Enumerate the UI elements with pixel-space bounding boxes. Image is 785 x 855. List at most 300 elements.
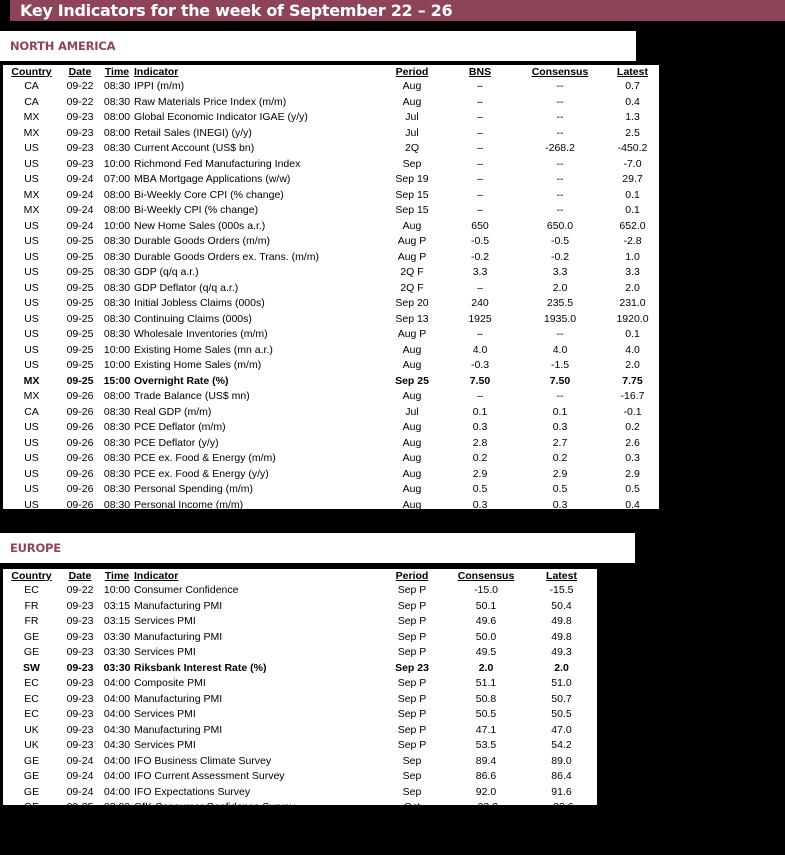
cell-consensus: 2.0	[478, 661, 494, 674]
cell-country: US	[24, 483, 39, 495]
cell-latest: 86.4	[551, 770, 572, 782]
table-row	[3, 769, 597, 785]
cell-time: 03:00	[103, 816, 131, 829]
north-america-table-panel	[3, 65, 659, 526]
cell-latest: 89.0	[551, 754, 572, 767]
cell-time: 08:30	[103, 452, 131, 464]
cell-latest: -15.5	[549, 584, 574, 596]
cell-latest: 2.5	[625, 126, 640, 139]
cell-period: Sep P	[397, 723, 427, 736]
cell-date: 09-23	[66, 692, 94, 705]
cell-indicator: PCE ex. Food & Energy (y/y)	[134, 467, 269, 480]
cell-country: FR	[24, 615, 39, 627]
cell-latest: 49.3	[551, 646, 572, 658]
cell-indicator: Existing Home Sales (m/m)	[134, 359, 262, 371]
cell-consensus: --	[556, 111, 564, 123]
table-row	[3, 374, 659, 390]
cell-time: 08:30	[103, 281, 131, 294]
table-row	[3, 296, 659, 312]
cell-bns: -0.5	[470, 235, 490, 247]
cell-indicator: Consumer Confidence	[134, 584, 239, 596]
cell-country: MX	[23, 390, 40, 402]
cell-indicator: Personal Income (m/m)	[134, 498, 244, 511]
cell-consensus: 53.5	[475, 739, 497, 751]
cell-country: US	[24, 467, 39, 480]
col-header-period: Period	[395, 66, 429, 78]
cell-bns: –	[477, 95, 483, 108]
table-row	[3, 754, 597, 770]
cell-consensus: 2.0	[552, 281, 568, 294]
cell-bns: -0.2	[470, 250, 490, 263]
cell-date: 09-26	[66, 816, 94, 829]
cell-country: US	[24, 281, 39, 294]
table-row	[3, 451, 659, 467]
cell-period: Sep 15	[395, 204, 429, 216]
cell-consensus: 47.1	[475, 723, 497, 736]
cell-date: 09-25	[66, 312, 94, 325]
cell-time: 10:00	[103, 343, 131, 356]
cell-bns: 0.2	[472, 452, 488, 464]
cell-period: Sep P	[397, 677, 427, 689]
cell-date: 09-25	[66, 374, 94, 387]
cell-country: MX	[23, 374, 40, 387]
cell-indicator: Riksbank Interest Rate (%)	[134, 661, 267, 674]
cell-country: GE	[23, 785, 40, 798]
table-row	[3, 389, 659, 405]
cell-consensus: --	[556, 188, 564, 201]
col-header-time: Time	[104, 570, 130, 582]
cell-period: Aug	[402, 452, 422, 464]
cell-period: 2Q	[404, 142, 419, 154]
cell-consensus: 0.2	[552, 452, 568, 464]
cell-date: 09-25	[66, 235, 94, 247]
north-america-heading: NORTH AMERICA	[10, 39, 116, 53]
cell-latest: 1.0	[625, 250, 640, 263]
cell-period: Sep 20	[395, 297, 429, 309]
table-row	[3, 203, 659, 219]
cell-period: Sep	[402, 770, 422, 782]
cell-date: 09-25	[66, 266, 94, 278]
europe-table	[3, 569, 597, 831]
cell-date: 09-25	[66, 328, 94, 340]
cell-period: Jul	[405, 405, 419, 418]
cell-indicator: PCE Deflator (y/y)	[134, 436, 219, 449]
cell-consensus: 3.3	[552, 266, 568, 278]
cell-latest: -2.8	[623, 235, 642, 247]
col-header-date: Date	[68, 66, 92, 78]
cell-date: 09-25	[66, 359, 94, 371]
cell-consensus: 50.0	[475, 630, 497, 643]
cell-time: 08:00	[103, 188, 131, 201]
cell-latest: 1.3	[625, 111, 640, 123]
cell-period: Sep P	[397, 630, 427, 643]
cell-period: 2Q F	[400, 266, 424, 278]
table-row	[3, 800, 597, 816]
cell-indicator: GfK Consumer Confidence Survey	[134, 801, 296, 813]
cell-indicator: Manufacturing PMI	[134, 692, 223, 705]
cell-bns: 240	[471, 297, 489, 309]
table-row	[3, 420, 659, 436]
cell-consensus: 0.1	[552, 405, 568, 418]
cell-consensus: 1935.0	[543, 312, 577, 325]
cell-bns: 4.0	[472, 343, 488, 356]
cell-time: 08:30	[103, 250, 131, 263]
cell-consensus: 4.0	[552, 343, 568, 356]
cell-latest: 0.3	[625, 452, 640, 464]
cell-latest: 2.0	[625, 281, 640, 294]
cell-bns: –	[477, 204, 483, 216]
cell-period: Aug	[402, 80, 422, 92]
cell-consensus: 235.5	[546, 297, 574, 309]
cell-latest: 7.75	[622, 374, 643, 387]
cell-time: 10:00	[103, 584, 131, 596]
cell-period: Aug	[402, 219, 422, 232]
cell-bns: –	[477, 188, 483, 201]
cell-indicator: GDP (q/q a.r.)	[134, 266, 199, 278]
cell-time: 02:00	[103, 801, 131, 813]
cell-country: MX	[23, 188, 40, 201]
cell-bns: –	[477, 142, 483, 154]
cell-period: Oct	[403, 801, 421, 813]
cell-consensus: 2.7	[552, 436, 568, 449]
table-row	[3, 614, 597, 630]
col-header-latest: Latest	[617, 66, 648, 78]
cell-indicator: Global Economic Indicator IGAE (y/y)	[134, 111, 308, 123]
cell-date: 09-23	[66, 111, 94, 123]
cell-time: 03:30	[103, 646, 131, 658]
table-row	[3, 327, 659, 343]
cell-latest: 29.7	[622, 173, 643, 185]
cell-time: 04:30	[103, 723, 131, 736]
cell-consensus: --	[556, 204, 564, 216]
cell-latest: 50.5	[551, 708, 572, 720]
cell-period: Sep P	[397, 692, 427, 705]
cell-period: Sep P	[397, 739, 427, 751]
table-row	[3, 599, 597, 615]
cell-indicator: Services PMI	[134, 646, 196, 658]
cell-period: Aug	[402, 359, 422, 371]
cell-date: 09-25	[66, 801, 94, 813]
cell-country: US	[24, 514, 39, 526]
cell-time: 03:30	[103, 661, 131, 674]
cell-time: 10:00	[103, 157, 131, 170]
table-row	[3, 645, 597, 661]
cell-time: 04:00	[103, 785, 131, 798]
cell-period: Sep F	[397, 514, 426, 526]
cell-period: Sep P	[397, 584, 427, 596]
cell-indicator: Services PMI	[134, 708, 196, 720]
cell-country: UK	[24, 723, 39, 736]
cell-country: SW	[23, 661, 40, 674]
table-row	[3, 785, 597, 801]
cell-bns: –	[477, 80, 483, 92]
cell-time: 10:00	[103, 359, 131, 371]
cell-consensus: --	[556, 173, 564, 185]
cell-indicator: Personal Spending (m/m)	[134, 483, 254, 495]
cell-date: 09-26	[66, 421, 94, 433]
cell-time: 08:00	[103, 390, 131, 402]
cell-consensus: 50.5	[475, 708, 497, 720]
cell-time: 08:30	[103, 235, 131, 247]
cell-time: 04:30	[103, 739, 131, 751]
cell-latest: 652.0	[619, 219, 646, 232]
cell-time: 04:00	[103, 692, 131, 705]
col-header-date: Date	[68, 570, 92, 582]
cell-bns: –	[477, 514, 483, 526]
cell-bns: –	[477, 173, 483, 185]
cell-latest: -16.7	[620, 390, 645, 402]
cell-indicator: Wholesale Inventories (m/m)	[134, 328, 268, 340]
cell-time: 10:00	[103, 514, 131, 526]
cell-time: 08:30	[103, 328, 131, 340]
cell-consensus: 2.9	[552, 467, 568, 480]
cell-latest: 0.1	[625, 328, 640, 340]
table-row	[3, 816, 597, 832]
cell-consensus: 92.0	[475, 785, 497, 798]
cell-time: 08:30	[103, 467, 131, 480]
cell-country: CA	[24, 80, 39, 92]
table-row	[3, 630, 597, 646]
cell-country: GE	[23, 770, 40, 782]
cell-latest: 4.0	[625, 343, 640, 356]
col-header-time: Time	[104, 66, 130, 78]
cell-date: 09-23	[66, 646, 94, 658]
cell-consensus: 50.8	[475, 692, 497, 705]
cell-date: 09-22	[66, 95, 94, 108]
cell-country: GE	[23, 801, 40, 813]
cell-latest: 51.0	[551, 677, 572, 689]
cell-indicator: Bi-Weekly Core CPI (% change)	[134, 188, 284, 201]
cell-indicator: PCE ex. Food & Energy (m/m)	[134, 452, 276, 464]
cell-consensus: --	[556, 80, 564, 92]
cell-latest: 49.8	[551, 615, 572, 627]
cell-consensus: 49.6	[475, 615, 497, 627]
cell-date: 09-25	[66, 281, 94, 294]
cell-period: Sep P	[397, 646, 427, 658]
table-row	[3, 498, 659, 514]
cell-period: Sep P	[397, 615, 427, 627]
cell-indicator: Durable Goods Orders (m/m)	[134, 235, 270, 247]
table-row	[3, 79, 659, 95]
cell-indicator: Manufacturing PMI	[134, 723, 223, 736]
cell-country: MX	[23, 111, 40, 123]
cell-indicator: Durable Goods Orders ex. Trans. (m/m)	[134, 250, 319, 263]
cell-country: US	[24, 297, 39, 309]
col-header-latest: Latest	[546, 570, 577, 582]
table-header-row	[3, 569, 597, 583]
cell-period: 2Q F	[400, 816, 424, 829]
cell-latest: 2.6	[625, 436, 640, 449]
cell-period: Sep	[402, 157, 422, 170]
table-row	[3, 583, 597, 599]
cell-date: 09-23	[66, 661, 94, 674]
table-row	[3, 95, 659, 111]
cell-date: 09-23	[66, 677, 94, 689]
cell-country: MX	[23, 126, 40, 139]
cell-latest: -23.6	[549, 801, 574, 813]
cell-consensus: 51.1	[475, 677, 497, 689]
cell-country: US	[24, 250, 39, 263]
cell-consensus: 650.0	[546, 219, 574, 232]
page-title-bar	[10, 0, 785, 21]
table-row	[3, 343, 659, 359]
cell-time: 08:30	[103, 142, 131, 154]
table-row	[3, 110, 659, 126]
cell-date: 09-23	[66, 126, 94, 139]
cell-bns: 3.3	[472, 266, 488, 278]
cell-latest: 0.1	[625, 188, 640, 201]
table-row	[3, 141, 659, 157]
table-row	[3, 692, 597, 708]
cell-country: US	[24, 266, 39, 278]
cell-indicator: Current Account (US$ bn)	[134, 142, 255, 154]
cell-consensus: 89.4	[475, 754, 497, 767]
table-row	[3, 281, 659, 297]
cell-country: GE	[23, 754, 40, 767]
col-header-indicator: Indicator	[134, 66, 179, 78]
cell-indicator: Richmond Fed Manufacturing Index	[134, 157, 301, 170]
cell-time: 08:30	[103, 436, 131, 449]
cell-latest: 0.7	[554, 816, 569, 829]
cell-bns: –	[477, 126, 483, 139]
cell-bns: 0.5	[472, 483, 488, 495]
cell-period: Aug P	[397, 250, 427, 263]
north-america-table	[3, 65, 659, 529]
cell-time: 03:30	[103, 630, 131, 643]
cell-indicator: Raw Materials Price Index (m/m)	[134, 95, 287, 108]
cell-latest: 54.2	[551, 739, 572, 751]
cell-time: 04:00	[103, 677, 131, 689]
page-title: Key Indicators for the week of September 22 – 26	[20, 1, 453, 20]
cell-date: 09-26	[66, 498, 94, 511]
table-row	[3, 234, 659, 250]
col-header-country: Country	[11, 570, 52, 582]
cell-bns: 1925	[468, 312, 492, 325]
cell-latest: 47.0	[551, 723, 572, 736]
table-row	[3, 723, 597, 739]
table-row	[3, 219, 659, 235]
table-row	[3, 707, 597, 723]
cell-period: Aug	[402, 498, 422, 511]
cell-period: Aug	[402, 95, 422, 108]
cell-time: 07:00	[103, 173, 131, 185]
cell-date: 09-23	[66, 157, 94, 170]
cell-date: 09-24	[66, 754, 94, 767]
col-header-bns: BNS	[468, 66, 492, 78]
cell-country: UK	[24, 739, 39, 751]
cell-indicator: Manufacturing PMI	[134, 599, 223, 612]
cell-indicator: IFO Expectations Survey	[134, 785, 251, 798]
cell-country: SP	[24, 816, 39, 829]
cell-indicator: Overnight Rate (%)	[134, 374, 229, 387]
cell-date: 09-24	[66, 204, 94, 216]
cell-indicator: Real GDP (m/m)	[134, 405, 212, 418]
cell-latest: -450.2	[617, 142, 648, 154]
table-row	[3, 676, 597, 692]
cell-period: Aug	[402, 483, 422, 495]
cell-period: Aug P	[397, 235, 427, 247]
cell-bns: 0.3	[472, 498, 488, 511]
cell-date: 09-26	[66, 483, 94, 495]
cell-date: 09-23	[66, 708, 94, 720]
cell-country: MX	[23, 204, 40, 216]
cell-latest: 3.3	[625, 266, 640, 278]
cell-latest: 55.4	[622, 514, 643, 526]
cell-date: 09-26	[66, 436, 94, 449]
cell-latest: 1920.0	[616, 312, 649, 325]
cell-consensus: 0.5	[552, 483, 568, 495]
cell-date: 09-23	[66, 630, 94, 643]
cell-period: Aug	[402, 421, 422, 433]
cell-bns: –	[477, 111, 483, 123]
cell-period: Sep 13	[395, 312, 429, 325]
cell-time: 08:30	[103, 483, 131, 495]
cell-date: 09-22	[66, 80, 94, 92]
cell-date: 09-26	[66, 405, 94, 418]
cell-latest: 0.4	[625, 498, 640, 511]
cell-date: 09-23	[66, 739, 94, 751]
cell-consensus: -1.5	[550, 359, 570, 371]
cell-consensus: 86.6	[475, 770, 497, 782]
cell-time: 08:30	[103, 297, 131, 309]
cell-bns: –	[477, 157, 483, 170]
cell-country: CA	[24, 405, 39, 418]
table-row	[3, 661, 597, 677]
cell-indicator: IFO Business Climate Survey	[134, 754, 272, 767]
cell-country: EC	[24, 692, 39, 705]
cell-date: 09-23	[66, 615, 94, 627]
cell-bns: –	[477, 390, 483, 402]
cell-period: Aug	[402, 467, 422, 480]
cell-country: GE	[23, 630, 40, 643]
cell-indicator: U. of Michigan Consumer Sentiment	[134, 514, 303, 526]
cell-latest: 50.7	[551, 692, 572, 705]
cell-consensus: --	[556, 328, 564, 340]
cell-latest: -7.0	[623, 157, 642, 170]
cell-consensus: -0.2	[550, 250, 570, 263]
cell-latest: 50.4	[551, 599, 572, 612]
col-header-consensus: Consensus	[457, 570, 515, 582]
cell-period: Aug	[402, 436, 422, 449]
cell-time: 08:30	[103, 312, 131, 325]
cell-indicator: IPPI (m/m)	[134, 80, 185, 92]
europe-heading-box	[0, 533, 635, 563]
cell-period: Sep 19	[395, 173, 429, 185]
cell-latest: 49.8	[551, 630, 572, 643]
cell-country: GE	[23, 646, 40, 658]
cell-time: 08:00	[103, 204, 131, 216]
cell-country: US	[24, 157, 39, 170]
cell-latest: 0.4	[625, 95, 640, 108]
cell-indicator: IFO Current Assessment Survey	[134, 770, 285, 782]
cell-country: US	[24, 359, 39, 371]
cell-consensus: -23.2	[474, 801, 498, 813]
cell-time: 08:00	[103, 111, 131, 123]
cell-indicator: Trade Balance (US$ mn)	[134, 390, 250, 402]
cell-indicator: Services PMI	[134, 615, 196, 627]
cell-period: Sep	[402, 785, 422, 798]
cell-consensus: --	[556, 157, 564, 170]
cell-date: 09-24	[66, 173, 94, 185]
cell-date: 09-25	[66, 297, 94, 309]
cell-consensus: --	[556, 126, 564, 139]
cell-country: US	[24, 498, 39, 511]
cell-period: Aug P	[397, 328, 427, 340]
cell-indicator: Retail Sales (INEGI) (y/y)	[134, 126, 252, 139]
cell-country: EC	[24, 677, 39, 689]
cell-period: Sep P	[397, 599, 427, 612]
cell-consensus: 0.7	[478, 816, 494, 829]
